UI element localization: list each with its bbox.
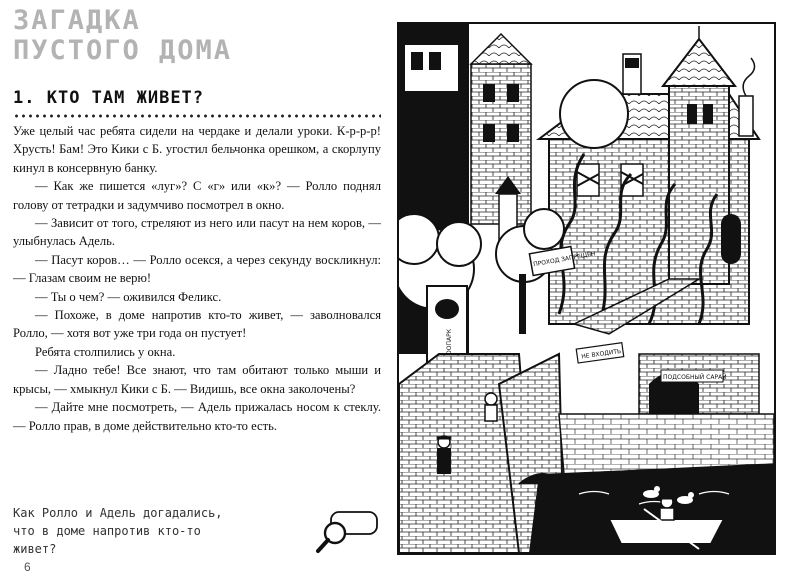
book-title: ЗАГАДКА ПУСТОГО ДОМА bbox=[13, 5, 233, 66]
story-paragraph: Уже целый час ребята сидели на чердаке и делали уроки. К-р-р-р! Хрусть! Бам! Это Кики с Б. угостил бельчонка орешком, а скорлупу кинул в консервную банку. bbox=[13, 124, 381, 175]
story-paragraph: — Пасут коров… — Ролло осекся, а через секунду воскликнул: — Глазам своим не верю! bbox=[13, 252, 381, 286]
story-paragraph: — Похоже, в доме напротив кто-то живет, — заволновался Ролло, — хотя вот уже три года он пустует! bbox=[13, 308, 381, 341]
house-illustration bbox=[397, 22, 776, 555]
story-text bbox=[13, 122, 381, 435]
dotted-divider bbox=[13, 114, 381, 118]
direction-sign: ПРОХОД ЗАПРЕЩЁН bbox=[532, 250, 597, 269]
story-paragraph: — Ты о чем? — оживился Феликс. bbox=[35, 289, 222, 304]
story-paragraph: — Ладно тебе! Все знают, что там обитают только мыши и крысы, — хмыкнул Кики с Б. — Видишь, все окна заколочены? bbox=[13, 363, 381, 396]
story-paragraph: — Дайте мне посмотреть, — Адель прижалась носом к стеклу. — Ролло прав, в доме действительно кто-то есть. bbox=[13, 400, 381, 433]
page-number: 6 bbox=[24, 560, 31, 574]
story-paragraph: Ребята столпились у окна. bbox=[35, 344, 176, 359]
magnifier-icon bbox=[315, 510, 380, 556]
text-page bbox=[0, 0, 392, 582]
puzzle-question: Как Ролло и Адель догадались, что в доме напротив кто-то живет? bbox=[13, 506, 223, 556]
chapter-heading bbox=[13, 88, 204, 108]
chapter-title: КТО ТАМ ЖИВЕТ? bbox=[46, 88, 205, 108]
story-paragraph: — Как же пишется «луг»? С «г» или «к»? — Ролло поднял голову от тетрадки и задумчиво посмотрел в окно. bbox=[13, 179, 381, 212]
stairs-sign: НЕ ВХОДИТЬ bbox=[580, 347, 622, 361]
story-paragraph: — Зависит от того, стреляют из него или пасут на нем коров, — улыбнулась Адель. bbox=[13, 216, 381, 249]
shed-sign: ПОДСОБНЫЙ САРАЙ bbox=[663, 374, 727, 381]
chapter-number: 1. bbox=[13, 88, 36, 108]
